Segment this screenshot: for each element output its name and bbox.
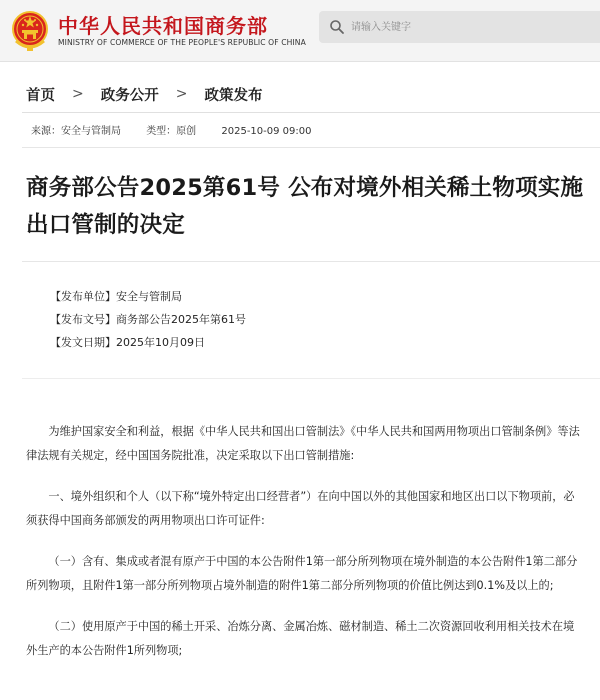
site-header [0,0,600,62]
divider [22,378,600,379]
body-paragraph: 为维护国家安全和利益，根据《中华人民共和国出口管制法》《中华人民共和国两用物项出口管制条例》等法律法规有关规定，经中国国务院批准，决定采取以下出口管制措施: [26,425,580,462]
search-input[interactable] [351,17,591,37]
body-paragraph: （一）含有、集成或者混有原产于中国的本公告附件1第一部分所列物项在境外制造的本公告附件1第二部分所列物项，且附件1第一部分所列物项占境外制造的附件1第二部分所列物项的价值比例达到0.1%及以上的; [26,555,578,592]
article-info [50,285,246,354]
breadcrumb-separator: > [72,86,84,102]
national-emblem-icon[interactable] [10,9,50,53]
type-label: 类型： [146,126,177,137]
divider [22,112,600,113]
info-row-doc-number [50,308,246,331]
info-label: 【发文日期】 [50,336,116,349]
breadcrumb-policy-release[interactable]: 政策发布 [204,87,263,104]
article-body [26,420,582,680]
divider [22,147,600,148]
info-value: 2025年10月09日 [116,336,205,349]
search-icon[interactable] [329,19,345,35]
search-box[interactable] [319,11,600,43]
publish-datetime: 2025-10-09 09:00 [221,126,312,137]
body-paragraph: 一、境外组织和个人（以下称“境外特定出口经营者”）在向中国以外的其他国家和地区出口以下物项前，必须获得中国商务部颁发的两用物项出口许可证件: [26,490,575,527]
info-label: 【发布单位】 [50,290,116,303]
info-label: 【发布文号】 [50,313,116,326]
breadcrumb-home[interactable]: 首页 [26,87,55,104]
divider [22,261,600,262]
breadcrumb-separator: > [175,86,188,102]
type-value: 原创 [176,126,197,137]
info-value: 安全与管制局 [116,290,182,303]
site-name-en: MINISTRY OF COMMERCE OF THE PEOPLE'S REPUBLIC OF CHINA [58,38,306,47]
source-label: 来源： [31,126,61,137]
info-value: 商务部公告2025年第61号 [116,313,246,326]
info-row-issuer [50,285,246,308]
article-meta [31,122,312,137]
breadcrumb [26,84,262,104]
info-row-issue-date [50,331,246,354]
source-value: 安全与管制局 [61,126,121,137]
body-paragraph: （二）使用原产于中国的稀土开采、冶炼分离、金属冶炼、磁材制造、稀土二次资源回收利用相关技术在境外生产的本公告附件1所列物项; [26,620,575,657]
site-name-cn[interactable]: 中华人民共和国商务部 [58,14,268,38]
breadcrumb-government-affairs[interactable]: 政务公开 [100,87,159,104]
article-title: 商务部公告2025第61号 公布对境外相关稀土物项实施出口管制的决定 [26,175,584,238]
